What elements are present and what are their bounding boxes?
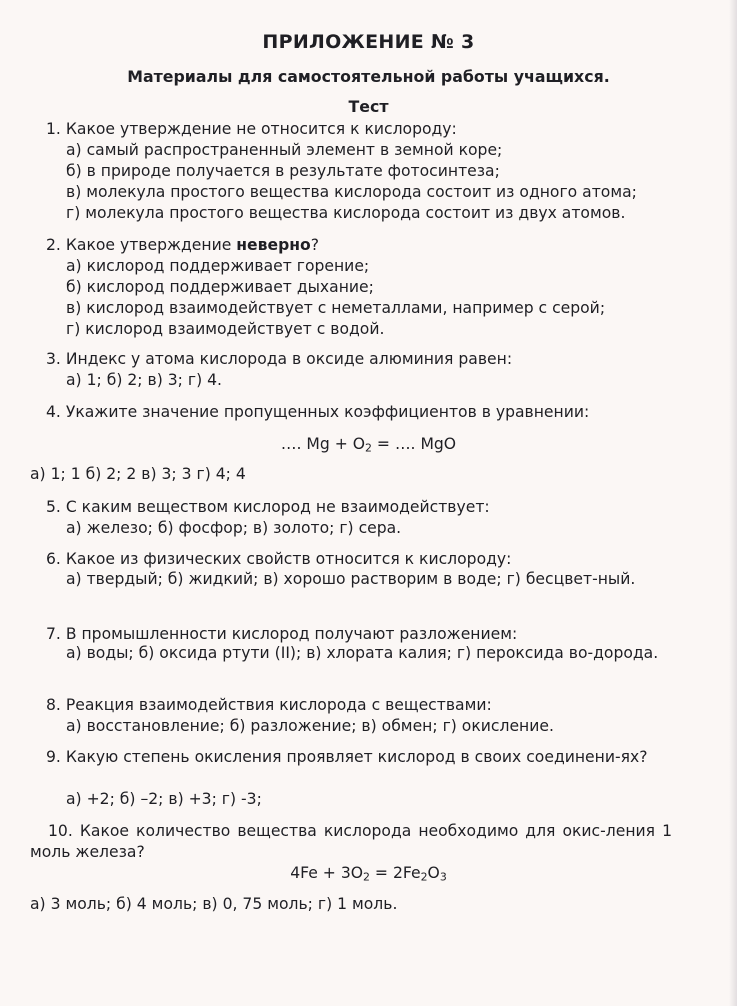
question-9 xyxy=(46,747,672,768)
question-2-option-a: а) кислород поддерживает горение; xyxy=(66,257,370,275)
equation-subscript: 2 xyxy=(365,441,372,455)
question-9-options: а) +2; б) –2; в) +3; г) -3; xyxy=(66,790,262,808)
question-5-options: а) железо; б) фосфор; в) золото; г) сера. xyxy=(66,519,402,537)
question-3-options: а) 1; б) 2; в) 3; г) 4. xyxy=(66,371,222,389)
equation-part: O xyxy=(427,864,440,882)
question-9-text: 9. Какую степень окисления проявляет кислород в своих соединени-ях? xyxy=(46,748,648,766)
equation-subscript: 2 xyxy=(420,870,428,884)
equation-part: = …. MgO xyxy=(371,435,457,453)
question-8-options: а) восстановление; б) разложение; в) обмен; г) окисление. xyxy=(66,717,554,735)
question-10: 10. Какое количество вещества кислорода необходимо для окис-ления 1 моль железа? xyxy=(30,822,672,861)
question-3: 3. Индекс у атома кислорода в оксиде алюминия равен: xyxy=(46,350,513,368)
question-7-options: а) воды; б) оксида ртути (II); в) хлората калия; г) пероксида во-дорода. xyxy=(66,644,659,662)
equation-part: 4Fe + 3O xyxy=(290,864,364,882)
question-2 xyxy=(46,235,319,255)
question-10-options: а) 3 моль; б) 4 моль; в) 0, 75 моль; г) 1 моль. xyxy=(30,895,398,913)
question-1-option-d: г) молекула простого вещества кислорода состоит из двух атомов. xyxy=(66,204,626,222)
question-7: 7. В промышленности кислород получают разложением: xyxy=(46,625,518,643)
question-6-options: а) твердый; б) жидкий; в) хорошо растворим в воде; г) бесцвет-ный. xyxy=(66,570,636,588)
question-4-options: а) 1; 1 б) 2; 2 в) 3; 3 г) 4; 4 xyxy=(30,465,246,483)
question-1-option-a: а) самый распространенный элемент в земной коре; xyxy=(66,141,503,159)
question-2-text-start: 2. Какое утверждение xyxy=(46,236,237,254)
question-4-equation xyxy=(0,434,737,454)
question-2-option-b: б) кислород поддерживает дыхание; xyxy=(66,278,374,296)
question-2-option-c: в) кислород взаимодействует с неметаллами, например с серой; xyxy=(66,299,606,317)
equation-part: …. Mg + O xyxy=(280,435,366,453)
question-6: 6. Какое из физических свойств относится к кислороду: xyxy=(46,550,512,568)
page-edge-shadow xyxy=(729,0,737,1006)
equation-subscript: 3 xyxy=(439,870,447,884)
question-2-option-d: г) кислород взаимодействует с водой. xyxy=(66,320,385,338)
equation-part: = 2Fe xyxy=(369,864,421,882)
question-1-option-c: в) молекула простого вещества кислорода состоит из одного атома; xyxy=(66,183,637,201)
question-1: 1. Какое утверждение не относится к кислороду: xyxy=(46,120,457,138)
question-4: 4. Укажите значение пропущенных коэффициентов в уравнении: xyxy=(46,403,590,421)
document-title: ПРИЛОЖЕНИЕ № 3 xyxy=(262,31,475,53)
question-1-option-b: б) в природе получается в результате фотосинтеза; xyxy=(66,162,500,180)
question-2-text-end: ? xyxy=(310,236,320,254)
question-10-equation xyxy=(0,863,737,883)
document-subtitle: Материалы для самостоятельной работы учащихся. xyxy=(127,67,610,86)
question-2-emphasis: неверно xyxy=(236,236,311,254)
question-5: 5. С каким веществом кислород не взаимодействует: xyxy=(46,498,490,516)
question-8: 8. Реакция взаимодействия кислорода с веществами: xyxy=(46,696,492,714)
equation-subscript: 2 xyxy=(363,870,370,884)
section-title: Тест xyxy=(348,97,389,116)
